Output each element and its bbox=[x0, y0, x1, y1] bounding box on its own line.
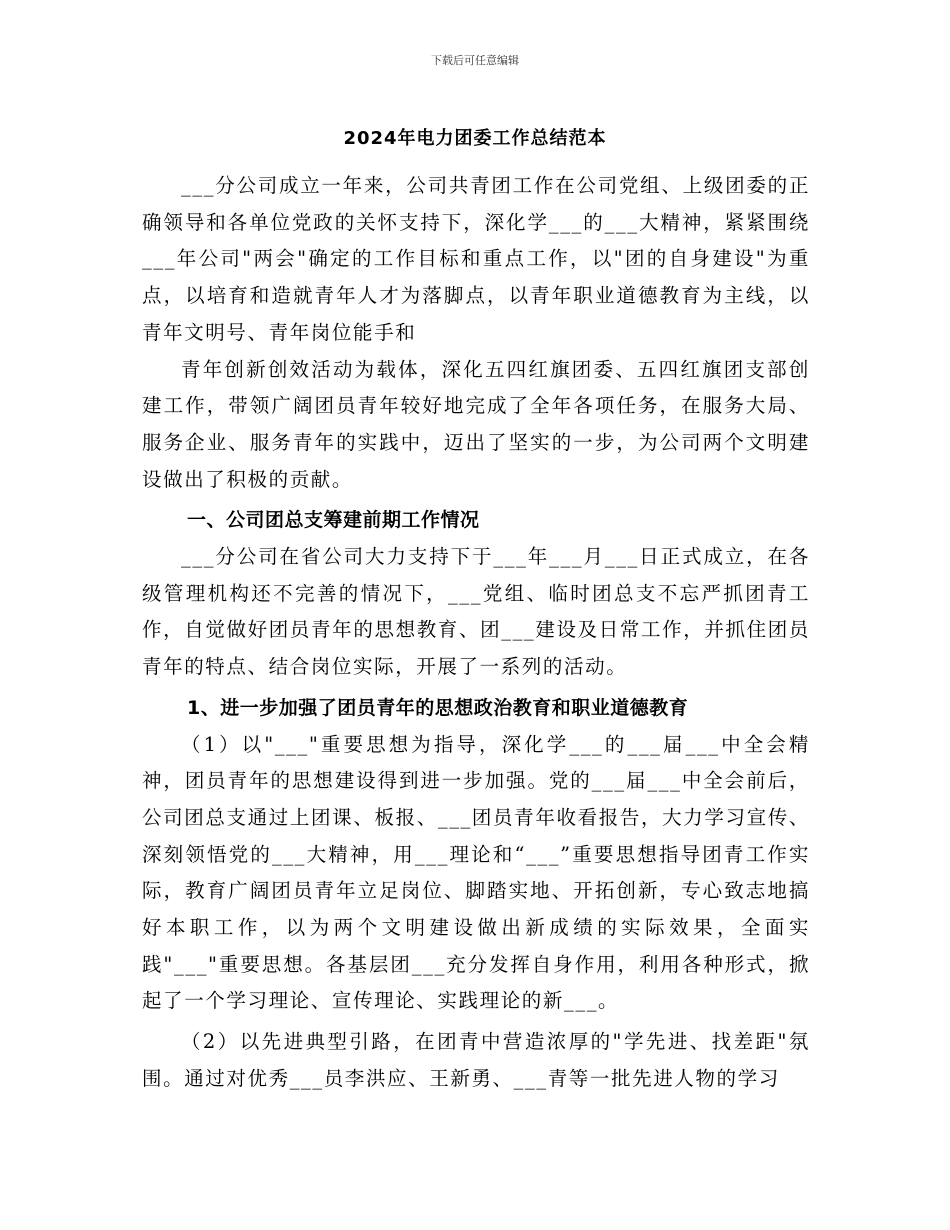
paragraph: ___分公司在省公司大力支持下于___年___月___日正式成立，在各级管理机构还不完善的情况下，___党组、临时团总支不忘严抓团青工作，自觉做好团员青年的思想教育、团___建设及日常工作，并抓住团员青年的特点、结合岗位实际，开展了一系列的活动。 bbox=[142, 545, 810, 679]
paragraph: （1）以"___"重要思想为指导，深化学___的___届___中全会精神，团员青年的思想建设得到进一步加强。党的___届___中全会前后，公司团总支通过上团课、板报、___团员青年收看报告，大力学习宣传、深刻领悟党的___大精神，用___理论和“___”重要思想指导团青工作实际，教育广阔团员青年立足岗位、脚踏实地、开拓创新，专心致志地搞好本职工作，以为两个文明建设做出新成绩的实际效果，全面实践"___"重要思想。各基层团___充分发挥自身作用，利用各种形式，掀起了一个学习理论、宣传理论、实践理论的新___。 bbox=[142, 732, 810, 1013]
document-title: 2024年电力团委工作总结范本 bbox=[343, 128, 607, 149]
header-note: 下载后可任意编辑 bbox=[431, 54, 519, 67]
paragraph: ___分公司成立一年来，公司共青团工作在公司党组、上级团委的正确领导和各单位党政的关怀支持下，深化学___的___大精神，紧紧围绕___年公司"两会"确定的工作目标和重点工作，以"团的自身建设"为重点，以培育和造就青年人才为落脚点，以青年职业道德教育为主线，以青年文明号、青年岗位能手和 bbox=[142, 174, 810, 344]
paragraph: （2）以先进典型引路，在团青中营造浓厚的"学先进、找差距"氛围。通过对优秀___员李洪应、王新勇、___青等一批先进人物的学习 bbox=[142, 1030, 810, 1090]
subsection-heading: 1、进一步加强了团员青年的思想政治教育和职业道德教育 bbox=[187, 696, 689, 719]
paragraph: 青年创新创效活动为载体，深化五四红旗团委、五四红旗团支部创建工作，带领广阔团员青年较好地完成了全年各项任务，在服务大局、服务企业、服务青年的实践中，迈出了坚实的一步，为公司两个文明建设做出了积极的贡献。 bbox=[142, 357, 810, 491]
section-heading: 一、公司团总支筹建前期工作情况 bbox=[187, 509, 480, 532]
document-body bbox=[142, 168, 810, 1098]
